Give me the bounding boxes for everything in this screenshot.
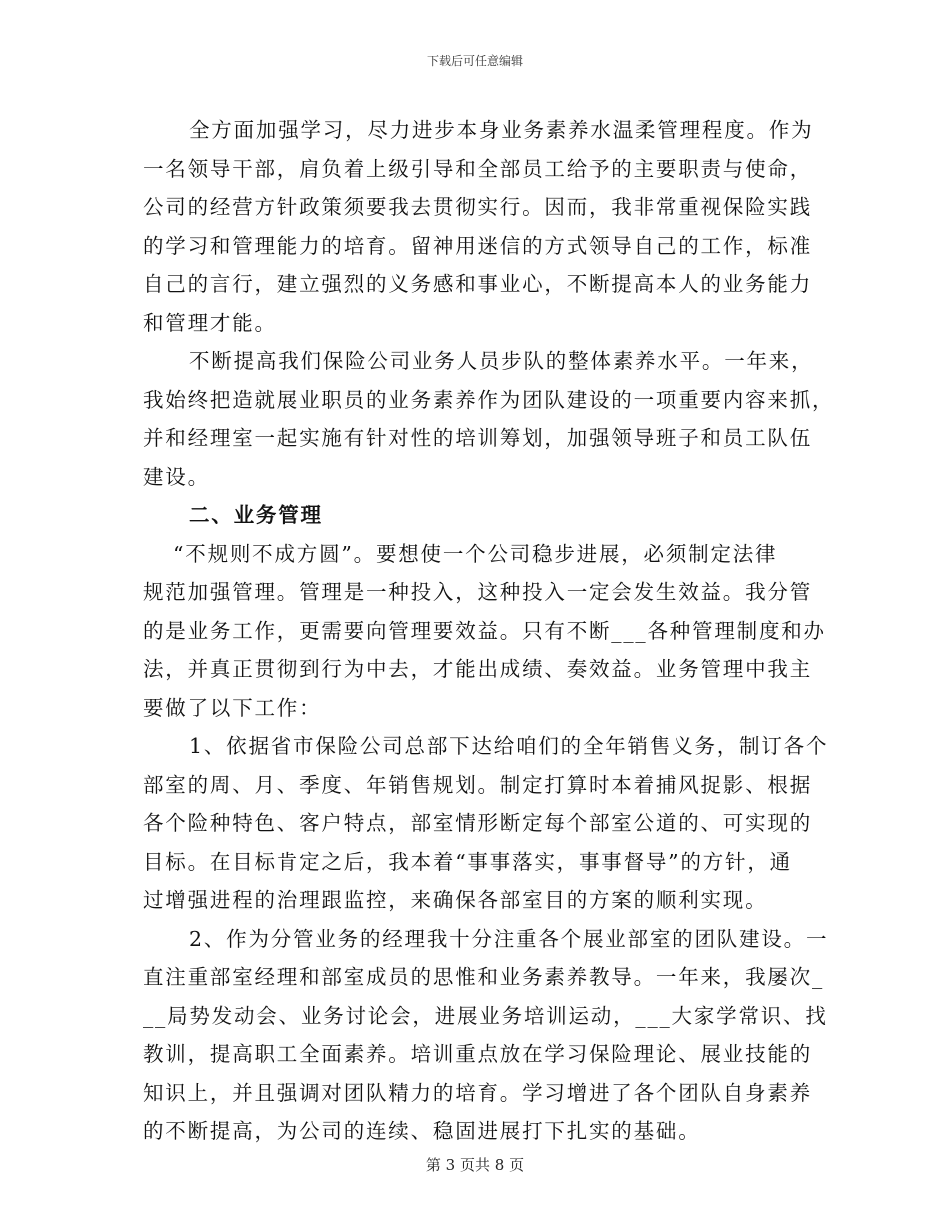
- text-line: 公司的经营方针政策须要我去贯彻实行。因而，我非常重视保险实践: [143, 195, 812, 219]
- paragraph-item-2: [143, 920, 829, 1151]
- paragraph-management-intro: [143, 535, 826, 728]
- document-body: [143, 111, 835, 1151]
- text-line: 要做了以下工作：: [143, 695, 322, 720]
- paragraph-item-1: [143, 727, 829, 920]
- text-line: 的不断提高，为公司的连续、稳固进展打下扎实的基础。: [143, 1119, 701, 1143]
- text-line: 法，并真正贯彻到行为中去，才能出成绩、奏效益。业务管理中我主: [143, 657, 812, 681]
- text-line: “不规则不成方圆”。要想使一个公司稳步进展，必须制定法律: [173, 541, 778, 566]
- text-line: 并和经理室一起实施有针对性的培训筹划，加强领导班子和员工队伍: [143, 426, 812, 450]
- text-line: 各个险种特色、客户特点，部室情形断定每个部室公道的、可实现的: [143, 811, 812, 835]
- text-line: 一名领导干部，肩负着上级引导和全部员工给予的主要职责与使命，: [143, 156, 812, 181]
- text-line: 规范加强管理。管理是一种投入，这种投入一定会发生效益。我分管: [143, 580, 812, 604]
- page-number: 第 3 页共 8 页: [425, 1156, 525, 1174]
- text-line: 部室的周、月、季度、年销售规划。制定打算时本着捕风捉影、根据: [143, 772, 812, 797]
- text-line: 我始终把造就展业职员的业务素养作为团队建设的一项重要内容来抓，: [143, 387, 835, 412]
- text-line: 自己的言行，建立强烈的义务感和事业心，不断提高本人的业务能力: [143, 272, 812, 296]
- text-line: 建设。: [143, 464, 210, 489]
- text-line: 2、作为分管业务的经理我十分注重各个展业部室的团队建设。一: [189, 926, 829, 951]
- text-line: 直注重部室经理和部室成员的思惟和业务素养教导。一年来，我屡次_: [143, 965, 825, 989]
- section-heading-business-management: 二、业务管理: [189, 503, 323, 527]
- text-line: 目标。在目标肯定之后，我本着“事事落实，事事督导”的方针，通: [143, 849, 792, 874]
- text-line: 过增强进程的治理跟监控，来确保各部室目的方案的顺利实现。: [143, 888, 768, 912]
- paragraph-study: [143, 111, 813, 342]
- text-line: 的是业务工作，更需要向管理要效益。只有不断___各种管理制度和办: [143, 618, 826, 643]
- text-line: 不断提高我们保险公司业务人员步队的整体素养水平。一年来，: [189, 349, 814, 373]
- text-line: 的学习和管理能力的培育。留神用迷信的方式领导自己的工作，标准: [143, 233, 812, 258]
- paragraph-team-quality: [143, 342, 835, 496]
- page-header: 下载后可任意编辑: [426, 54, 523, 68]
- text-line: 知识上，并且强调对团队精力的培育。学习增进了各个团队自身素养: [143, 1080, 812, 1105]
- text-line: __局势发动会、业务讨论会，进展业务培训运动，___大家学常识、找: [143, 1003, 828, 1028]
- text-line: 1、依据省市保险公司总部下达给咱们的全年销售义务，制订各个: [189, 734, 829, 758]
- text-line: 全方面加强学习，尽力进步本身业务素养水温柔管理程度。作为: [189, 118, 814, 142]
- text-line: 和管理才能。: [143, 310, 277, 335]
- text-line: 教训，提高职工全面素养。培训重点放在学习保险理论、展业技能的: [143, 1042, 812, 1066]
